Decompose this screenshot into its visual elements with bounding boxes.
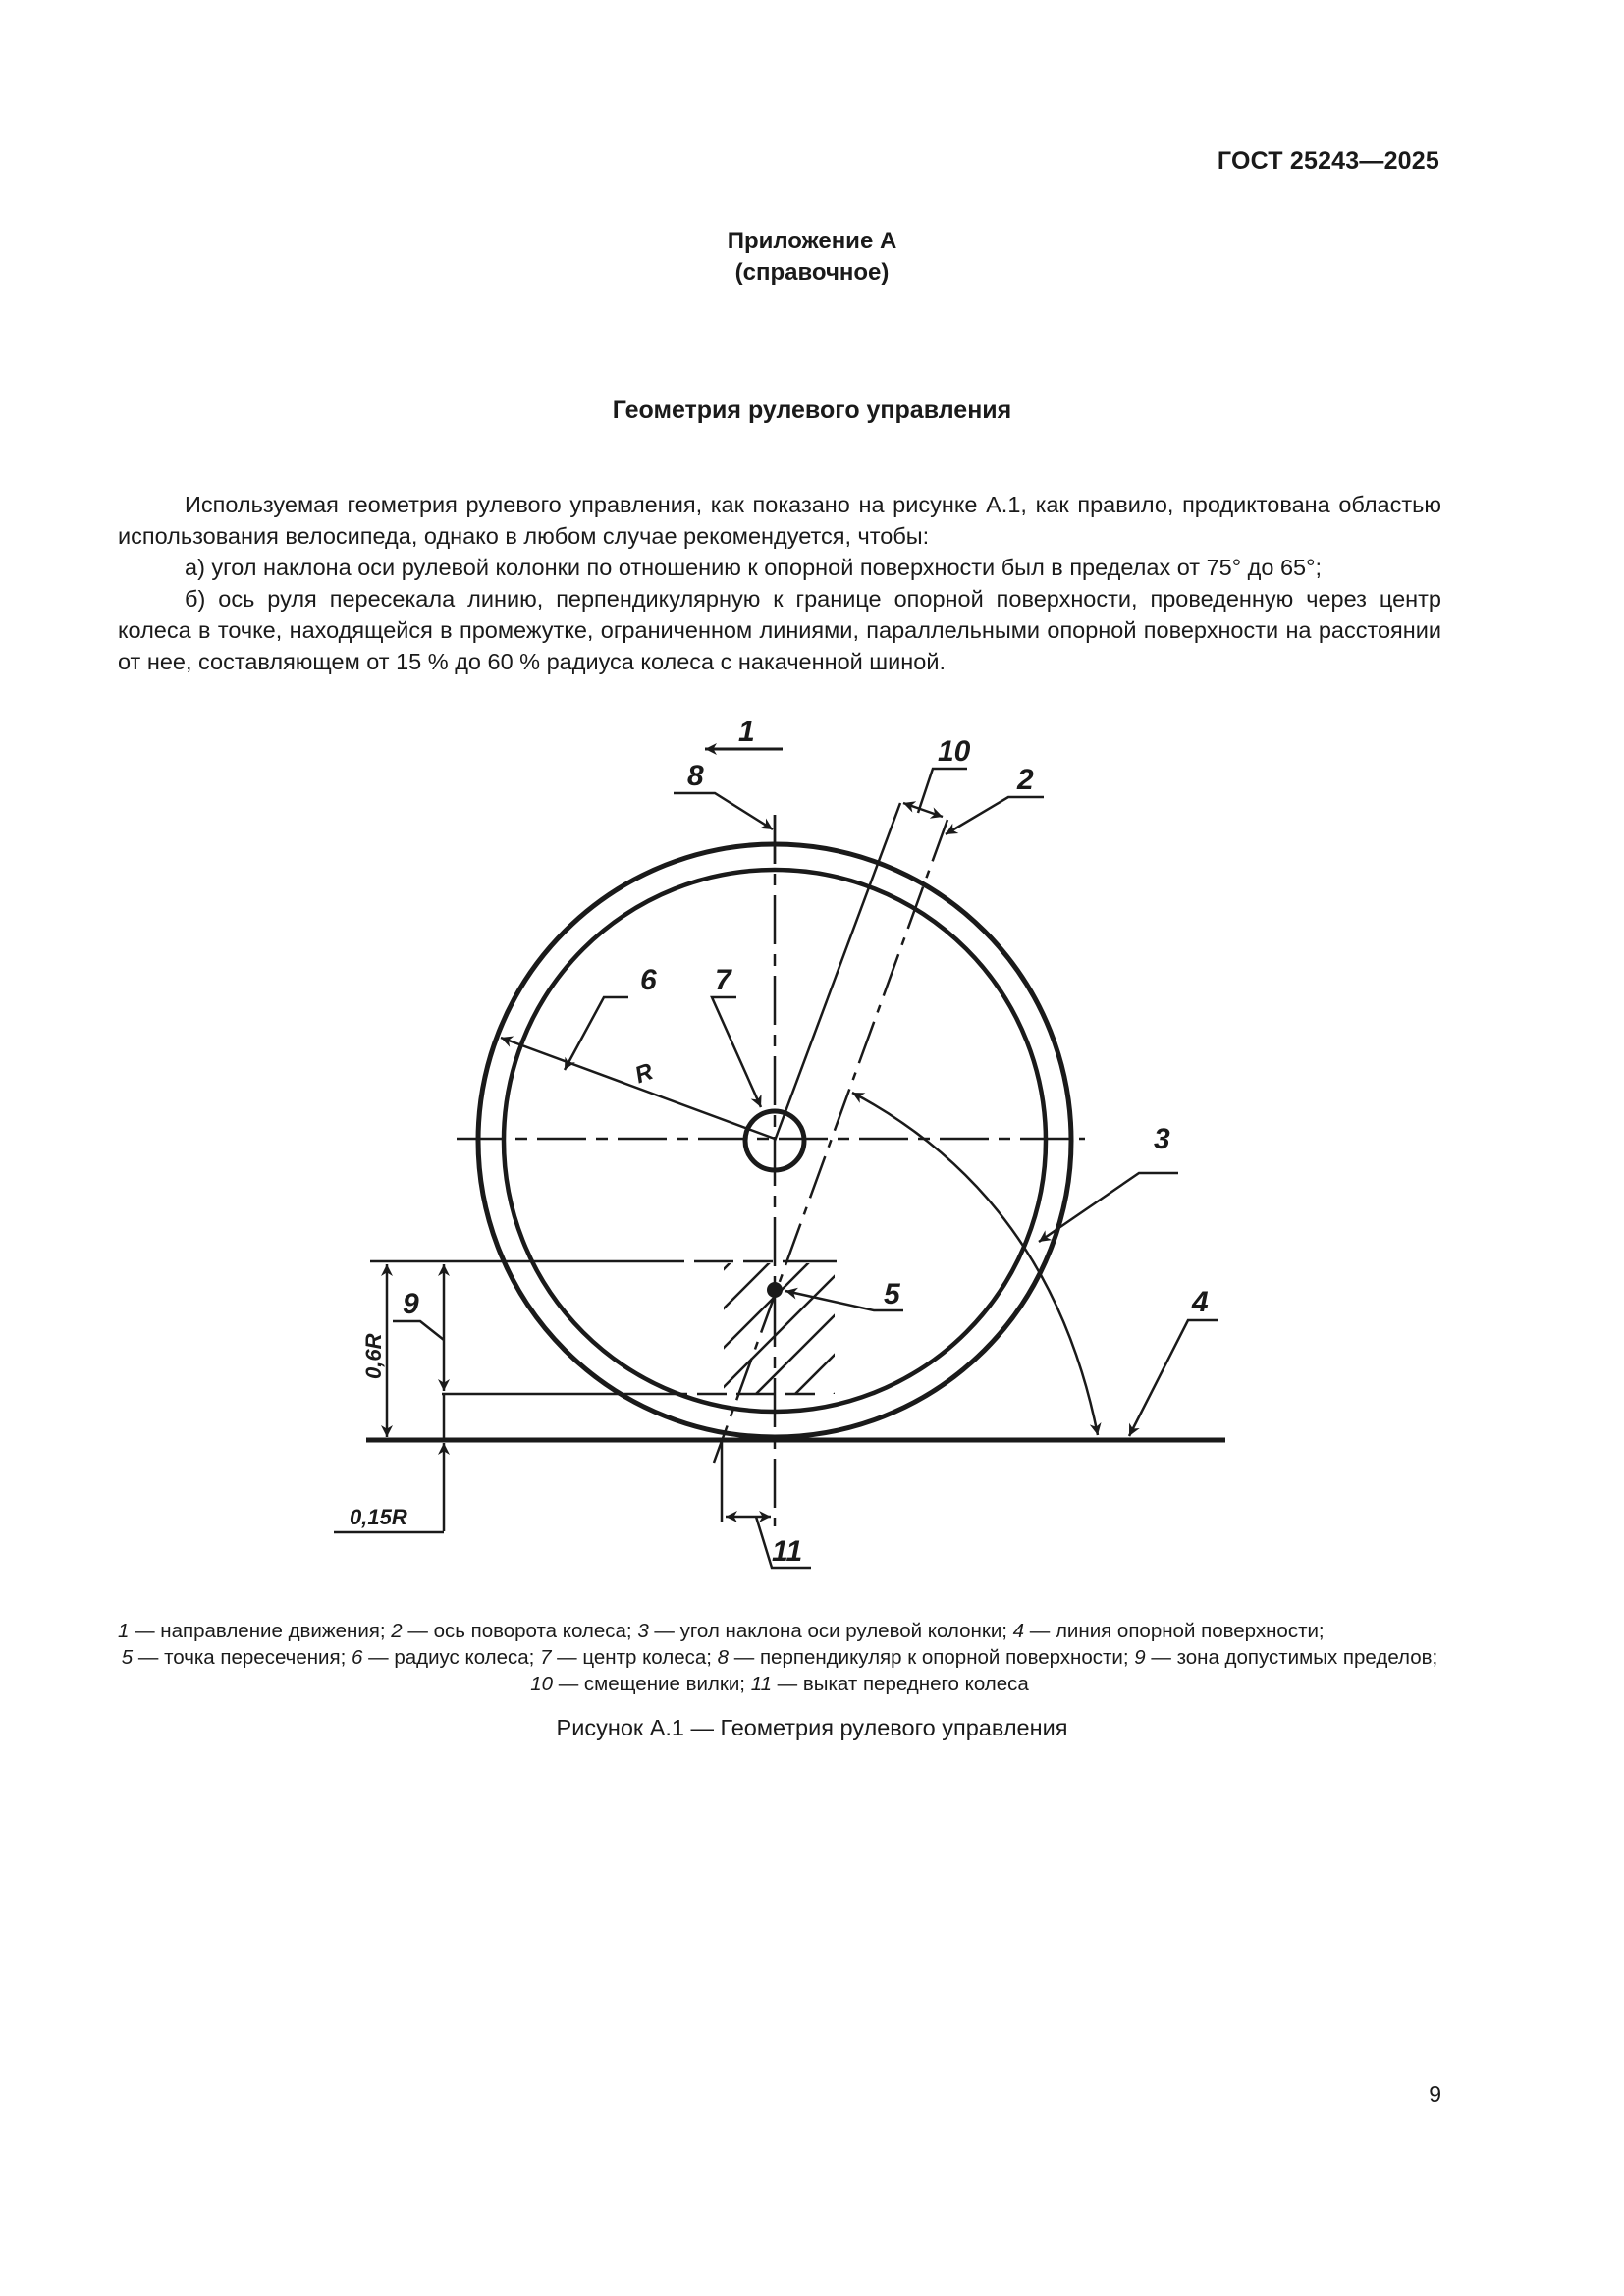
callout-7: 7 bbox=[715, 964, 731, 996]
legend-text-11: — выкат переднего колеса bbox=[771, 1673, 1029, 1695]
callout-10: 10 bbox=[938, 735, 971, 768]
intersection-point-5 bbox=[767, 1282, 783, 1298]
figure-caption: Рисунок А.1 — Геометрия рулевого управления bbox=[556, 1715, 1068, 1740]
legend-num-3: 3 bbox=[637, 1620, 649, 1642]
legend-text-10: — смещение вилки; bbox=[553, 1673, 751, 1695]
legend-text-1: — направление движения; bbox=[129, 1620, 392, 1642]
callout-3: 3 bbox=[1154, 1123, 1170, 1155]
legend-text-5: — точка пересечения; bbox=[133, 1646, 352, 1669]
list-item-b: б) ось руля пересекала линию, перпендикулярную к границе опорной поверхности, проведенную через центр колеса в точке, находящейся в промежутке, ограниченном линиями, параллельными опорной поверхности на расстоянии от нее, составляющем от 15 % до 60 % радиуса колеса с накаченной шиной. bbox=[118, 586, 1441, 674]
steering-axis-2 bbox=[714, 820, 947, 1463]
legend-text-2: — ось поворота колеса; bbox=[402, 1620, 638, 1642]
callout-6: 6 bbox=[640, 964, 657, 996]
paragraph-intro: Используемая геометрия рулевого управления, как показано на рисунке А.1, как правило, продиктована областью использования велосипеда, однако в любом случае рекомендуется, чтобы: bbox=[118, 492, 1441, 549]
radius-line-6 bbox=[501, 1038, 775, 1139]
legend-line-1 bbox=[118, 1618, 1441, 1644]
callout-8: 8 bbox=[687, 760, 704, 792]
fork-line bbox=[775, 803, 900, 1141]
steering-geometry-figure bbox=[0, 687, 1624, 1590]
legend-line-2 bbox=[118, 1644, 1441, 1697]
callout-5: 5 bbox=[884, 1278, 900, 1310]
document-code: ГОСТ 25243—2025 bbox=[1217, 147, 1439, 175]
appendix-subtitle: (справочное) bbox=[734, 259, 890, 286]
legend-num-6: 6 bbox=[352, 1646, 363, 1669]
legend-num-11: 11 bbox=[750, 1673, 772, 1695]
callout-2: 2 bbox=[1017, 764, 1034, 796]
callout-1: 1 bbox=[738, 716, 755, 748]
list-item-a: а) угол наклона оси рулевой колонки по отношению к опорной поверхности был в пределах от 75° до 65°; bbox=[185, 555, 1323, 580]
legend-num-5: 5 bbox=[121, 1646, 134, 1669]
legend-num-10: 10 bbox=[530, 1673, 554, 1695]
dim-0-6R: 0,6R bbox=[361, 1333, 386, 1379]
legend-num-1: 1 bbox=[118, 1620, 130, 1642]
callout-9: 9 bbox=[403, 1288, 419, 1320]
section-title: Геометрия рулевого управления bbox=[612, 397, 1012, 424]
legend-num-7: 7 bbox=[540, 1646, 552, 1669]
legend-num-9: 9 bbox=[1134, 1646, 1146, 1669]
steering-geometry-diagram bbox=[0, 687, 1624, 1590]
legend-text-7: — центр колеса; bbox=[551, 1646, 718, 1669]
legend-text-6: — радиус колеса; bbox=[362, 1646, 541, 1669]
legend-num-8: 8 bbox=[717, 1646, 730, 1669]
fork-offset-dimension bbox=[903, 803, 943, 817]
page-number: 9 bbox=[1429, 2081, 1441, 2107]
legend-num-2: 2 bbox=[391, 1620, 403, 1642]
legend-text-3: — угол наклона оси рулевой колонки; bbox=[648, 1620, 1013, 1642]
dim-0-15R: 0,15R bbox=[350, 1505, 407, 1529]
callout-4: 4 bbox=[1192, 1286, 1209, 1318]
appendix-title: Приложение А bbox=[727, 228, 897, 254]
figure-legend bbox=[118, 1618, 1441, 1697]
body-text bbox=[118, 489, 1441, 677]
callout-leaders bbox=[393, 769, 1218, 1568]
legend-text-8: — перпендикуляр к опорной поверхности; bbox=[729, 1646, 1135, 1669]
radius-label: R bbox=[631, 1058, 657, 1090]
callout-11: 11 bbox=[772, 1535, 803, 1568]
legend-num-4: 4 bbox=[1012, 1620, 1025, 1642]
appendix-heading bbox=[0, 226, 1624, 289]
legend-text-9: — зона допустимых пределов; bbox=[1145, 1646, 1438, 1669]
head-angle-arc bbox=[852, 1093, 1098, 1435]
legend-text-4: — линия опорной поверхности; bbox=[1024, 1620, 1325, 1642]
